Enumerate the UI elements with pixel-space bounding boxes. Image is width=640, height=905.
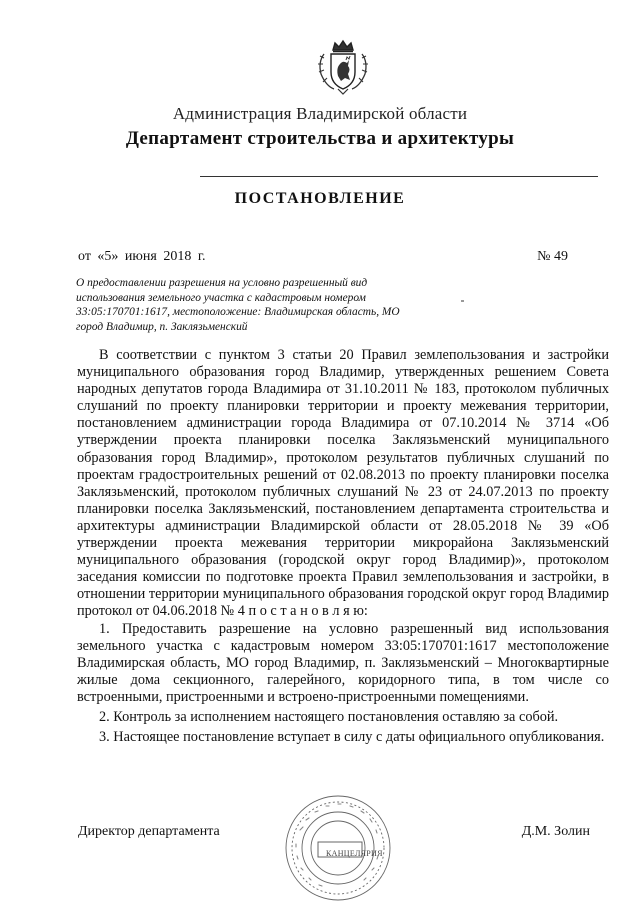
document-number: № 49 [537, 249, 568, 264]
scan-artifact [461, 300, 464, 302]
organization-name: Администрация Владимирской области [172, 104, 468, 123]
document-date: от «5» июня 2018 г. [78, 249, 206, 264]
signatory-title: Директор департамента [78, 824, 220, 839]
department-name: Департамент строительства и архитектуры [125, 128, 515, 149]
signatory-name: Д.М. Золин [521, 824, 590, 839]
header-divider [200, 176, 598, 177]
resolution-item-2: 2. Контроль за исполнением настоящего постановления оставляю за собой. [99, 708, 559, 725]
document-subject: О предоставлении разрешения на условно разрешенный вид использования земельного участка с кадастровым номером 33:05:170701:1617, местоположение: Владимирская область, МО город Владимир, п. Заклязьменский [76, 277, 400, 333]
resolution-item-1: 1. Предоставить разрешение на условно разрешенный вид использования земельного участка с кадастровым номером 33:05:170701:1617 местоположение Владимирская область, МО город Владимир, п. Заклязьменский – Многоквартирные жилые дома секционного, галерейного, коридорного типа, в том числе со встроенными, пристроенными и встроено-пристроенными помещениями. [77, 620, 609, 705]
document-title: ПОСТАНОВЛЕНИЕ [234, 190, 406, 207]
preamble-paragraph: В соответствии с пунктом 3 статьи 20 Правил землепользования и застройки муниципального образования город Владимир, утвержденных решением Совета народных депутатов города Владимира от 31.10.2011 № 183, протоколом публичных слушаний по проекту планировки территории и проекту межевания территории, постановлением администрации города Владимира от 07.10.2014 № 3714 «Об утверждении проекта планировки поселка Заклязьменский муниципального образования город Владимир», протоколом результатов публичных слушаний по проектам градостроительных решений от 02.08.2013 по проекту планировки поселка Заклязьменский, протоколом публичных слушаний № 23 от 24.07.2013 по проекту планировки поселка Заклязьменский, постановлением департамента строительства и архитектуры администрации Владимирской области от 28.05.2018 № 39 «Об утверждении проекта межевания территории микрорайона Заклязьменский муниципального образования (городской округ город Владимир)», протоколом заседания комиссии по подготовке проекта Правил землепользования и застройки, в отношении территории муниципального образования городской округ город Владимир протокол от 04.06.2018 № 4 п о с т а н о в л я ю: [77, 347, 609, 620]
document-body [77, 347, 609, 746]
round-seal-icon [282, 792, 394, 904]
resolution-item-3: 3. Настоящее постановление вступает в силу с даты официального опубликования. [99, 729, 605, 746]
coat-of-arms-icon [316, 38, 370, 96]
seal-text: КАНЦЕЛЯРИЯ [326, 849, 383, 858]
